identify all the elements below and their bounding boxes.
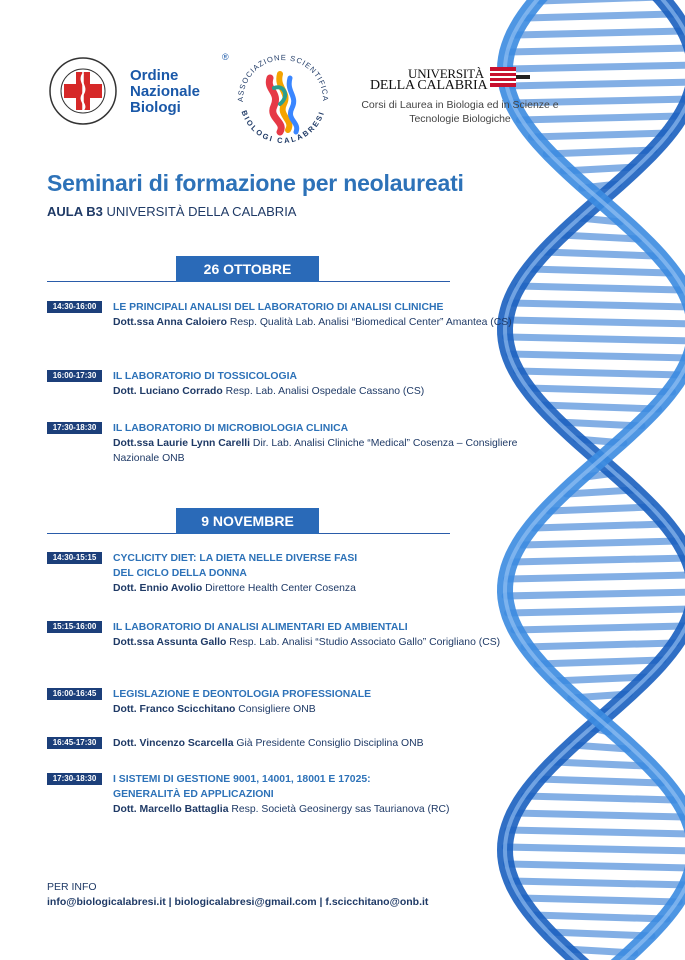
speaker-role: Già Presidente Consiglio Disciplina ONB	[233, 738, 424, 749]
time-badge: 17:30-18:30	[47, 422, 102, 434]
contact-emails: info@biologicalabresi.it | biologicalabresi@gmail.com | f.scicchitano@onb.it	[47, 896, 429, 908]
onb-name-line1: Ordine	[130, 67, 179, 84]
time-badge: 16:00-16:45	[47, 688, 102, 700]
seminar-topic: LE PRINCIPALI ANALISI DEL LABORATORIO DI ANALISI CLINICHE	[113, 302, 444, 313]
time-badge: 16:45-17:30	[47, 737, 102, 749]
venue-subtitle	[47, 204, 296, 219]
seminar-topic: IL LABORATORIO DI TOSSICOLOGIA	[113, 371, 297, 382]
speaker-name: Dott. Marcello Battaglia	[113, 804, 229, 815]
unical-name-line2: DELLA CALABRIA	[370, 78, 488, 93]
onb-name-line2: Nazionale	[130, 83, 201, 100]
seminar-topic: IL LABORATORIO DI ANALISI ALIMENTARI ED AMBIENTALI	[113, 622, 408, 633]
abc-ring-bottom: BIOLOGI CALABRESI	[239, 109, 327, 146]
speaker-line	[113, 581, 533, 596]
day-header-1	[47, 256, 450, 284]
day-date: 9 NOVEMBRE	[176, 508, 319, 534]
speaker-name: Dott.ssa Laurie Lynn Carelli	[113, 438, 251, 449]
time-badge: 17:30-18:30	[47, 773, 102, 785]
speaker-line	[113, 315, 533, 330]
time-badge: 16:00-17:30	[47, 370, 102, 382]
speaker-role: Resp. Lab. Analisi “Studio Associato Gallo” Corigliano (CS)	[226, 637, 501, 648]
speaker-role: Resp. Qualità Lab. Analisi “Biomedical Center” Amantea (CS)	[226, 317, 512, 328]
abc-ring-top: ASSOCIAZIONE SCIENTIFICA	[235, 52, 331, 102]
venue-room: AULA B3	[47, 204, 103, 219]
abc-logo	[228, 48, 338, 152]
unical-subtitle: Corsi di Laurea in Biologia ed in Scienze e Tecnologie Biologiche	[361, 99, 559, 125]
speaker-line	[113, 436, 518, 466]
speaker-name: Dott.ssa Assunta Gallo	[113, 637, 227, 648]
info-label: PER INFO	[47, 881, 97, 893]
speaker-name: Dott.ssa Anna Caloiero	[113, 317, 227, 328]
registered-mark: ®	[222, 52, 229, 62]
seminar-topic: IL LABORATORIO DI MICROBIOLOGIA CLINICA	[113, 423, 349, 434]
day-date: 26 OTTOBRE	[176, 256, 319, 282]
speaker-line	[113, 384, 533, 399]
speaker-role: Resp. Società Geosinergy sas Taurianova (RC)	[228, 804, 450, 815]
unical-flag-icon	[490, 67, 530, 93]
speaker-role: Dir. Lab. Analisi Cliniche “Medical” Cosenza – Consigliere Nazionale ONB	[113, 438, 518, 464]
seminar-topic: I SISTEMI DI GESTIONE 9001, 14001, 18001 E 17025: GENERALITÀ ED APPLICAZIONI	[113, 774, 371, 800]
onb-logo	[40, 54, 220, 134]
speaker-line	[113, 736, 533, 751]
unical-name-line1: UNIVERSITÀ	[408, 66, 484, 81]
speaker-name: Dott. Vincenzo Scarcella	[113, 738, 234, 749]
contact-info	[47, 880, 428, 910]
speaker-role: Resp. Lab. Analisi Ospedale Cassano (CS)	[222, 386, 425, 397]
seminar-topic: LEGISLAZIONE E DEONTOLOGIA PROFESSIONALE	[113, 689, 372, 700]
time-badge: 15:15-16:00	[47, 621, 102, 633]
speaker-line	[113, 635, 508, 650]
speaker-role: Direttore Health Center Cosenza	[202, 583, 356, 594]
speaker-name: Dott. Ennio Avolio	[113, 583, 203, 594]
time-badge: 14:30-16:00	[47, 301, 102, 313]
time-badge: 14:30-15:15	[47, 552, 102, 564]
seminar-topic: CYCLICITY DIET: LA DIETA NELLE DIVERSE FASI DEL CICLO DELLA DONNA	[113, 553, 358, 579]
speaker-line	[113, 702, 533, 717]
day-header-2	[47, 508, 450, 536]
speaker-role: Consigliere ONB	[235, 704, 316, 715]
speaker-name: Dott. Franco Scicchitano	[113, 704, 236, 715]
page-title: Seminari di formazione per neolaureati	[47, 170, 464, 196]
unical-logo	[352, 62, 559, 132]
speaker-name: Dott. Luciano Corrado	[113, 386, 223, 397]
speaker-line	[113, 802, 473, 817]
venue-place: UNIVERSITÀ DELLA CALABRIA	[102, 204, 297, 219]
onb-name-line3: Biologi	[130, 99, 181, 116]
onb-seal-icon	[48, 56, 118, 126]
